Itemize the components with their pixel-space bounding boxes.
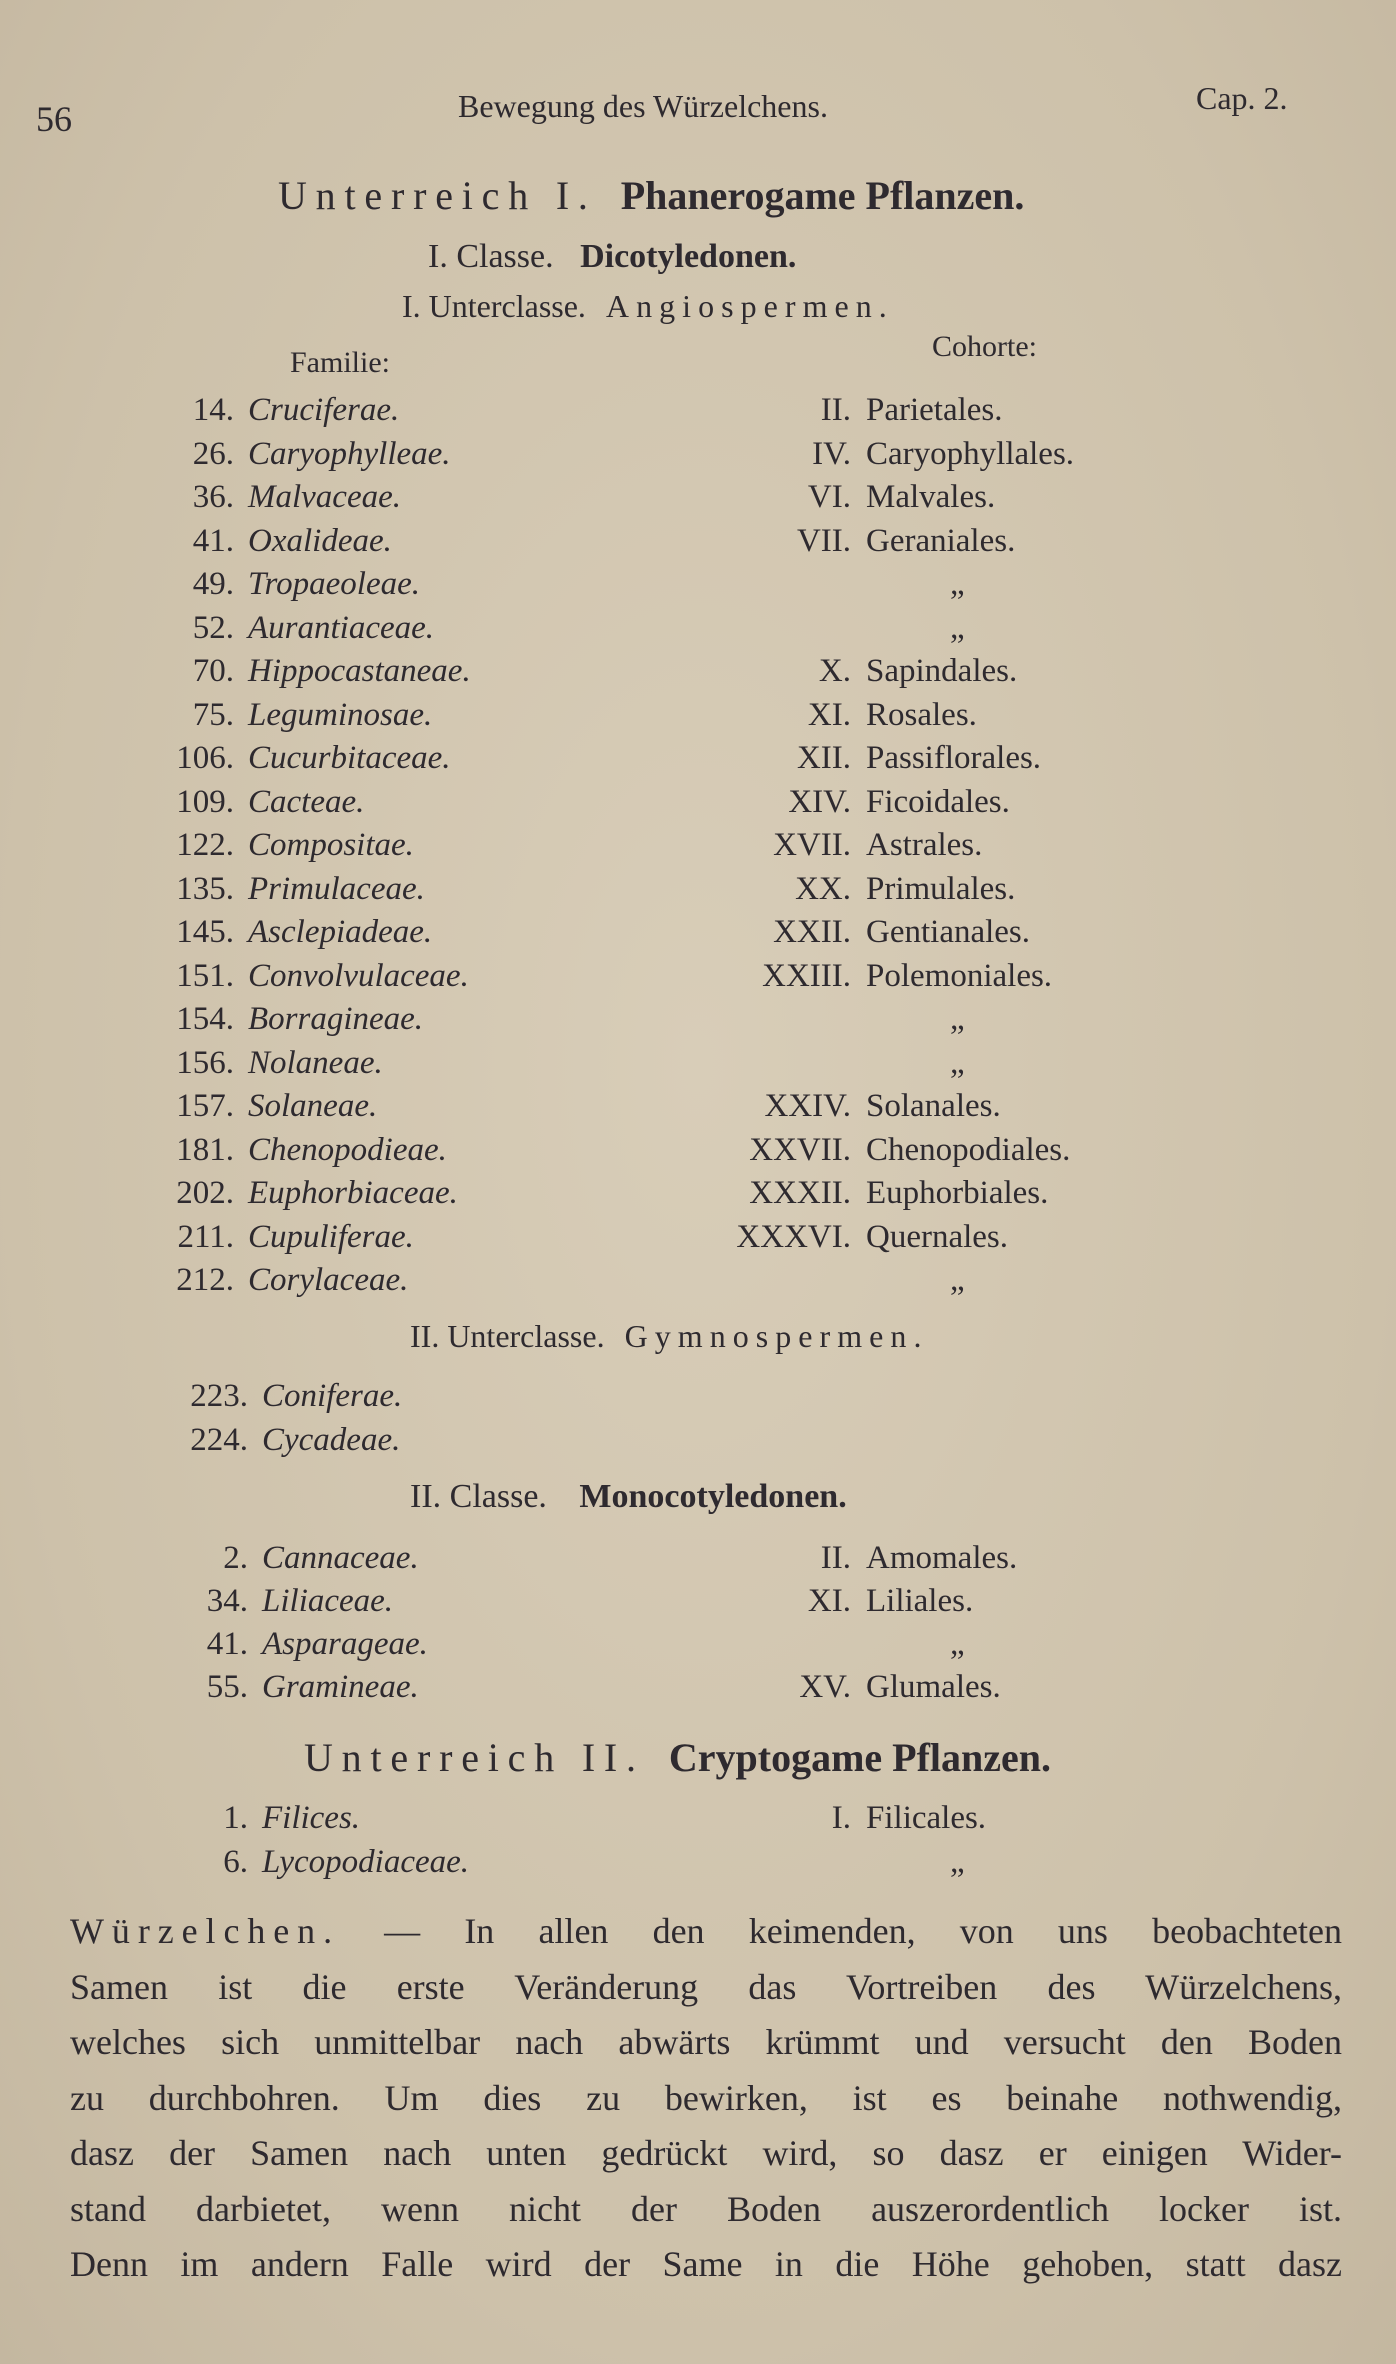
subclass-heading	[402, 288, 894, 325]
table-row	[0, 1540, 1396, 1584]
kingdom2-title: Cryptogame Pflanzen.	[668, 1735, 1052, 1780]
family-name: Cupuliferae.	[248, 1218, 414, 1255]
family-name: Leguminosae.	[248, 696, 433, 733]
chapter-label: Cap. 2.	[1196, 80, 1288, 116]
family-name: Convolvulaceae.	[248, 957, 469, 994]
cohort-number: VI.	[807, 479, 851, 515]
family-name: Compositae.	[248, 827, 414, 863]
table-row	[0, 871, 1396, 915]
table-row	[0, 1132, 1396, 1176]
cohort-number: II.	[820, 392, 851, 428]
table-row	[0, 1045, 1396, 1089]
cohort-number: XI.	[807, 1583, 851, 1619]
cohort-name: Primulales.	[866, 870, 1016, 907]
table-row	[0, 523, 1396, 567]
family-name: Cruciferae.	[248, 392, 400, 428]
ditto-mark: „	[950, 1001, 965, 1037]
table-row	[0, 827, 1396, 871]
cohort-number: XXIII.	[762, 957, 851, 994]
kingdom-heading-2	[304, 1734, 1051, 1781]
table-row	[0, 436, 1396, 480]
paragraph-line: Denn im andern Falle wird der Same in die Höhe gehoben, statt dasz	[70, 2244, 1342, 2284]
family-number: 106.	[176, 740, 234, 776]
subclass-heading-2	[410, 1318, 929, 1355]
cohort-name: Parietales.	[866, 392, 1003, 428]
ditto-mark: „	[950, 566, 965, 602]
table-row	[0, 1175, 1396, 1219]
paragraph-line: dasz der Samen nach unten gedrückt wird, so dasz er einigen Wider-	[70, 2133, 1342, 2173]
family-number: 6.	[223, 1844, 248, 1880]
family-number: 26.	[192, 435, 234, 472]
family-number: 122.	[176, 827, 234, 863]
cohort-name: Amomales.	[866, 1540, 1018, 1576]
family-name: Cacteae.	[248, 783, 365, 820]
family-number: 55.	[206, 1669, 248, 1705]
cohort-name: Liliales.	[866, 1583, 974, 1619]
cohort-number: XXVII.	[749, 1131, 851, 1168]
table-row	[0, 610, 1396, 654]
family-number: 151.	[176, 957, 234, 994]
cohort-name: Chenopodiales.	[866, 1131, 1071, 1168]
paragraph-line	[70, 1904, 1342, 1960]
class-heading-2	[410, 1478, 847, 1516]
family-number: 135.	[176, 870, 234, 907]
cohort-number: XIV.	[788, 783, 851, 820]
family-name: Nolaneae.	[248, 1044, 383, 1081]
cohort-number: XV.	[799, 1669, 851, 1705]
kingdom-prefix: Unterreich I.	[278, 173, 597, 218]
table-row	[0, 697, 1396, 741]
family-name: Asclepiadeae.	[248, 914, 433, 950]
family-name: Oxalideae.	[248, 522, 392, 559]
family-number: 2.	[223, 1540, 248, 1576]
family-number: 224.	[190, 1422, 248, 1458]
cohort-number: IV.	[812, 435, 851, 472]
cohort-number: VII.	[796, 522, 851, 559]
cohort-name: Passiflorales.	[866, 740, 1042, 776]
ditto-mark: „	[950, 1844, 965, 1880]
family-number: 41.	[206, 1626, 248, 1662]
family-number: 14.	[192, 392, 234, 428]
cohort-name: Gentianales.	[866, 914, 1031, 950]
table-row	[0, 914, 1396, 958]
class-heading	[428, 238, 796, 276]
family-name: Cannaceae.	[262, 1540, 419, 1576]
cohort-name: Ficoidales.	[866, 783, 1010, 820]
family-name: Tropaeoleae.	[248, 566, 421, 602]
family-number: 156.	[176, 1044, 234, 1081]
table-row	[0, 653, 1396, 697]
table-row	[0, 1422, 1396, 1466]
cohort-number: XXXII.	[749, 1175, 851, 1211]
table-row	[0, 1219, 1396, 1263]
cohort-number: X.	[818, 653, 851, 689]
cohort-number: XI.	[807, 696, 851, 733]
cohort-name: Caryophyllales.	[866, 435, 1075, 472]
table-row	[0, 1800, 1396, 1844]
cohort-name: Geraniales.	[866, 522, 1016, 559]
paragraph-line: Samen ist die erste Veränderung das Vortreiben des Würzelchens,	[70, 1966, 1342, 2007]
table-row	[0, 1262, 1396, 1306]
table-row	[0, 784, 1396, 828]
family-number: 75.	[192, 696, 234, 733]
cohort-number: XXIV.	[764, 1088, 851, 1124]
family-number: 49.	[192, 566, 234, 602]
cohort-number: XVII.	[773, 827, 851, 863]
family-number: 34.	[206, 1583, 248, 1619]
kingdom-heading	[278, 172, 1024, 219]
family-number: 145.	[176, 914, 234, 950]
family-number: 223.	[190, 1378, 248, 1414]
table-row	[0, 566, 1396, 610]
family-number: 41.	[192, 522, 234, 559]
family-name: Solaneae.	[248, 1088, 378, 1124]
family-number: 52.	[192, 609, 234, 646]
family-name: Cucurbitaceae.	[248, 740, 451, 776]
family-name: Primulaceae.	[248, 870, 425, 907]
subclass-title: Angiospermen.	[605, 288, 894, 324]
paragraph-line-text: — In allen den keimenden, von uns beobachteten	[340, 1911, 1342, 1951]
table-row	[0, 1378, 1396, 1422]
family-name: Gramineae.	[262, 1669, 419, 1705]
family-name: Filices.	[262, 1800, 361, 1836]
cohort-name: Quernales.	[866, 1218, 1009, 1255]
class2-title: Monocotyledonen.	[579, 1478, 847, 1515]
family-name: Coniferae.	[262, 1378, 403, 1414]
family-number: 36.	[192, 479, 234, 515]
paragraph-line: welches sich unmittelbar nach abwärts krümmt und versucht den Boden	[70, 2022, 1342, 2062]
paragraph-line: zu durchbohren. Um dies zu bewirken, ist es beinahe nothwendig,	[70, 2077, 1342, 2118]
table-row	[0, 1583, 1396, 1627]
table-row	[0, 1626, 1396, 1670]
page-number: 56	[36, 99, 72, 139]
cohort-name: Euphorbiales.	[866, 1175, 1049, 1211]
family-number: 202.	[176, 1175, 234, 1211]
subclass-prefix: I. Unterclasse.	[402, 288, 586, 324]
table-row	[0, 479, 1396, 523]
family-name: Corylaceae.	[248, 1262, 409, 1298]
subclass2-title: Gymnospermen.	[624, 1318, 929, 1354]
cohort-number: XXXVI.	[736, 1218, 851, 1255]
kingdom2-prefix: Unterreich II.	[304, 1735, 645, 1780]
cohort-name: Glumales.	[866, 1669, 1001, 1705]
family-name: Hippocastaneae.	[248, 653, 471, 689]
family-number: 157.	[176, 1088, 234, 1124]
ditto-mark: „	[950, 1262, 965, 1298]
class-prefix: I. Classe.	[428, 238, 554, 275]
family-number: 109.	[176, 783, 234, 820]
family-name: Caryophylleae.	[248, 435, 451, 472]
column-cohort-label: Cohorte:	[932, 330, 1037, 363]
kingdom-title: Phanerogame Pflanzen.	[620, 173, 1025, 218]
body-paragraph	[70, 1904, 1342, 2293]
cohort-name: Malvales.	[866, 479, 996, 515]
subclass2-prefix: II. Unterclasse.	[410, 1318, 605, 1354]
cohort-name: Filicales.	[866, 1800, 987, 1836]
family-name: Aurantiaceae.	[248, 609, 435, 646]
table-row	[0, 740, 1396, 784]
cohort-name: Sapindales.	[866, 653, 1018, 689]
cohort-number: XX.	[795, 870, 851, 907]
class2-prefix: II. Classe.	[410, 1478, 547, 1515]
cohort-number: XXII.	[773, 914, 851, 950]
family-name: Borragineae.	[248, 1001, 424, 1037]
ditto-mark: „	[950, 1044, 965, 1081]
table-row	[0, 958, 1396, 1002]
cohort-name: Polemoniales.	[866, 957, 1053, 994]
family-number: 211.	[177, 1218, 234, 1255]
family-number: 212.	[176, 1262, 234, 1298]
cohort-name: Solanales.	[866, 1088, 1001, 1124]
family-number: 70.	[192, 653, 234, 689]
table-row	[0, 1844, 1396, 1888]
table-row	[0, 1001, 1396, 1045]
table-row	[0, 392, 1396, 436]
table-row	[0, 1669, 1396, 1713]
family-number: 1.	[223, 1800, 248, 1836]
family-number: 154.	[176, 1001, 234, 1037]
family-number: 181.	[176, 1131, 234, 1168]
column-family-label: Familie:	[290, 346, 390, 379]
family-name: Euphorbiaceae.	[248, 1175, 458, 1211]
family-name: Asparageae.	[262, 1626, 428, 1662]
running-title: Bewegung des Würzelchens.	[458, 88, 828, 124]
family-name: Lycopodiaceae.	[262, 1844, 470, 1880]
family-name: Liliaceae.	[262, 1583, 394, 1619]
cohort-number: XII.	[796, 740, 851, 776]
class-title: Dicotyledonen.	[580, 238, 797, 275]
cohort-name: Astrales.	[866, 827, 983, 863]
paragraph-lead: Würzelchen.	[70, 1911, 341, 1951]
family-name: Malvaceae.	[248, 479, 401, 515]
ditto-mark: „	[950, 609, 965, 646]
cohort-number: II.	[820, 1540, 851, 1576]
table-row	[0, 1088, 1396, 1132]
paragraph-line: stand darbietet, wenn nicht der Boden auszerordentlich locker ist.	[70, 2188, 1342, 2229]
family-name: Cycadeae.	[262, 1422, 401, 1458]
family-name: Chenopodieae.	[248, 1131, 447, 1168]
ditto-mark: „	[950, 1626, 965, 1662]
cohort-number: I.	[831, 1800, 851, 1836]
cohort-name: Rosales.	[866, 696, 977, 733]
